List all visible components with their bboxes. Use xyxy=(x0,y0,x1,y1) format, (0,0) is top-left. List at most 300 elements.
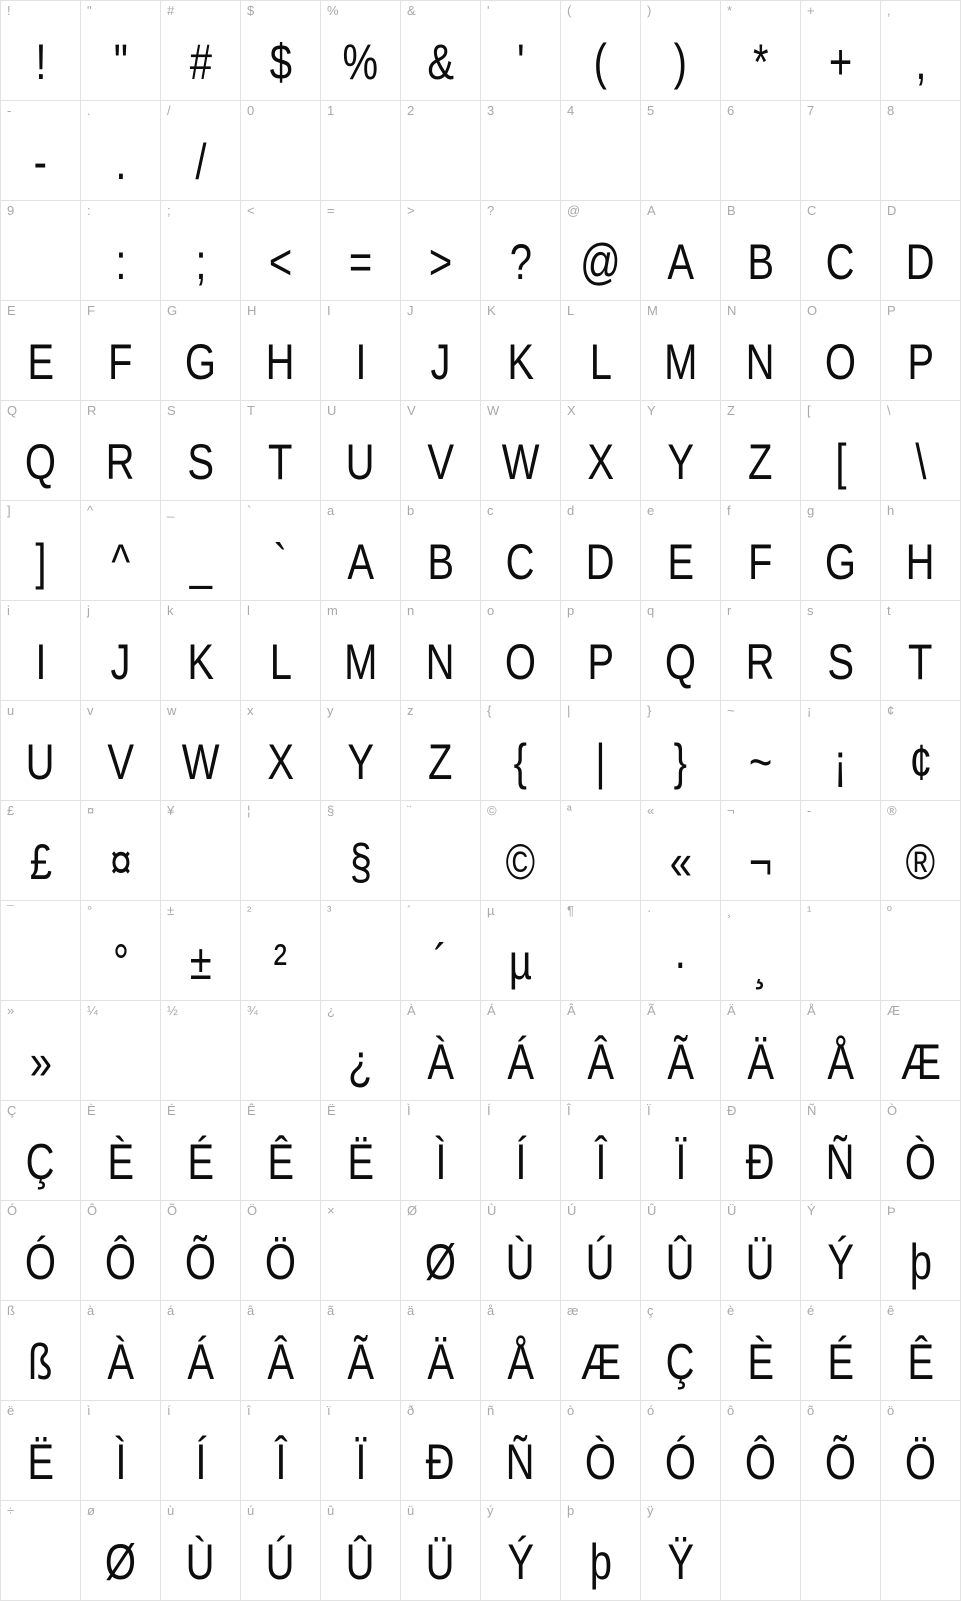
char-code-label: I xyxy=(327,303,331,318)
char-glyph: Q xyxy=(664,634,697,690)
char-cell xyxy=(801,1201,881,1301)
char-glyph: X xyxy=(587,434,614,490)
char-code-label: ¼ xyxy=(87,1003,98,1018)
char-code-label: u xyxy=(7,703,15,718)
char-code-label: Û xyxy=(647,1203,657,1218)
char-glyph: Q xyxy=(24,434,57,490)
char-glyph: Ö xyxy=(904,1434,937,1490)
char-cell xyxy=(881,1401,961,1501)
glyph-line xyxy=(641,201,720,291)
glyph-line xyxy=(481,501,560,591)
char-cell xyxy=(401,901,481,1001)
glyph-line xyxy=(241,101,320,184)
char-cell xyxy=(481,901,561,1001)
char-glyph: D xyxy=(586,534,615,590)
glyph-line xyxy=(1,1101,80,1191)
char-cell xyxy=(881,1501,961,1601)
char-cell xyxy=(481,1201,561,1301)
glyph-line xyxy=(881,1101,960,1191)
glyph-line xyxy=(81,1501,160,1591)
char-code-label: È xyxy=(87,1103,96,1118)
glyph-line xyxy=(881,301,960,391)
char-code-label: ¨ xyxy=(407,803,412,818)
char-glyph: \ xyxy=(914,434,927,490)
char-cell xyxy=(321,801,401,901)
glyph-line xyxy=(1,1201,80,1291)
glyph-line xyxy=(721,1101,800,1191)
glyph-line xyxy=(241,401,320,491)
glyph-line xyxy=(801,1301,880,1391)
glyph-line xyxy=(881,1301,960,1391)
char-glyph: Ë xyxy=(347,1134,374,1190)
glyph-line xyxy=(481,1101,560,1191)
glyph-line xyxy=(481,401,560,491)
char-glyph: Ó xyxy=(24,1234,57,1290)
char-code-label: s xyxy=(807,603,814,618)
char-glyph: T xyxy=(908,634,933,690)
glyph-line xyxy=(321,1101,400,1191)
glyph-line xyxy=(321,1501,400,1591)
char-cell xyxy=(881,801,961,901)
glyph-line xyxy=(721,1501,800,1584)
glyph-line xyxy=(721,1201,800,1291)
char-code-label: 0 xyxy=(247,103,255,118)
char-cell xyxy=(161,501,241,601)
glyph-line xyxy=(481,1001,560,1091)
glyph-line xyxy=(241,1,320,91)
glyph-line xyxy=(321,1001,400,1091)
char-cell xyxy=(1,301,81,401)
char-cell xyxy=(481,1301,561,1401)
glyph-line xyxy=(1,1401,80,1491)
char-glyph: þ xyxy=(909,1234,932,1290)
char-glyph: Ã xyxy=(347,1334,374,1390)
char-glyph: V xyxy=(107,734,134,790)
char-glyph: Ò xyxy=(584,1434,617,1490)
char-cell xyxy=(241,1201,321,1301)
glyph-line xyxy=(641,101,720,184)
char-glyph: C xyxy=(826,234,855,290)
char-glyph: È xyxy=(107,1134,134,1190)
char-glyph: Ÿ xyxy=(667,1534,694,1590)
char-cell xyxy=(81,501,161,601)
char-code-label: - xyxy=(807,803,812,818)
char-cell xyxy=(801,1301,881,1401)
char-glyph: S xyxy=(187,434,214,490)
glyph-line xyxy=(161,501,240,591)
glyph-line xyxy=(81,701,160,791)
char-cell xyxy=(801,1101,881,1201)
char-code-label: ç xyxy=(647,1303,654,1318)
glyph-line xyxy=(81,801,160,891)
glyph-line xyxy=(81,1301,160,1391)
glyph-line xyxy=(241,1301,320,1391)
glyph-line xyxy=(321,1,400,91)
char-code-label: P xyxy=(887,303,896,318)
char-glyph: © xyxy=(505,834,536,890)
char-code-label: k xyxy=(167,603,174,618)
char-glyph: E xyxy=(27,334,54,390)
char-glyph: £ xyxy=(29,834,52,890)
char-glyph: + xyxy=(828,34,853,90)
char-cell xyxy=(721,1,801,101)
char-glyph: ° xyxy=(112,934,129,990)
char-glyph: Û xyxy=(346,1534,375,1590)
glyph-line xyxy=(561,301,640,391)
glyph-line xyxy=(561,1501,640,1591)
char-glyph: Y xyxy=(667,434,694,490)
char-code-label: » xyxy=(7,1003,15,1018)
char-code-label: $ xyxy=(247,3,255,18)
char-cell xyxy=(241,201,321,301)
char-code-label: T xyxy=(247,403,255,418)
char-code-label: « xyxy=(647,803,655,818)
char-cell xyxy=(641,101,721,201)
glyph-line xyxy=(881,1401,960,1491)
char-code-label: Á xyxy=(487,1003,496,1018)
glyph-line xyxy=(401,1501,480,1591)
glyph-line xyxy=(881,801,960,891)
glyph-line xyxy=(401,301,480,391)
char-cell xyxy=(321,201,401,301)
char-cell xyxy=(721,1301,801,1401)
glyph-line xyxy=(161,1501,240,1591)
char-code-label: 5 xyxy=(647,103,655,118)
char-cell xyxy=(1,101,81,201)
char-glyph: < xyxy=(268,234,293,290)
char-glyph: » xyxy=(29,1034,52,1090)
char-code-label: p xyxy=(567,603,575,618)
char-glyph: · xyxy=(673,934,688,990)
char-code-label: c xyxy=(487,503,494,518)
char-code-label: . xyxy=(87,103,91,118)
char-code-label: ' xyxy=(487,3,490,18)
char-code-label: ª xyxy=(567,803,572,818)
char-glyph: ] xyxy=(34,534,47,590)
char-glyph: µ xyxy=(508,934,533,990)
char-cell xyxy=(81,1301,161,1401)
char-cell xyxy=(641,601,721,701)
char-cell xyxy=(721,801,801,901)
char-cell xyxy=(721,1201,801,1301)
glyph-line xyxy=(561,1101,640,1191)
glyph-line xyxy=(641,1301,720,1391)
char-cell xyxy=(881,401,961,501)
char-cell xyxy=(161,1001,241,1101)
char-glyph: Ë xyxy=(27,1434,54,1490)
char-code-label: 9 xyxy=(7,203,15,218)
char-glyph: Ê xyxy=(907,1334,934,1390)
char-cell xyxy=(161,1101,241,1201)
char-code-label: G xyxy=(167,303,178,318)
char-glyph: R xyxy=(746,634,775,690)
glyph-line xyxy=(401,901,480,991)
char-glyph: ¤ xyxy=(109,834,132,890)
char-glyph: Z xyxy=(428,734,453,790)
char-glyph: Â xyxy=(587,1034,614,1090)
glyph-line xyxy=(241,701,320,791)
char-glyph: F xyxy=(748,534,773,590)
char-cell xyxy=(561,201,641,301)
char-cell xyxy=(1,801,81,901)
glyph-line xyxy=(161,1301,240,1391)
glyph-line xyxy=(801,1101,880,1191)
char-glyph: ² xyxy=(273,934,288,990)
char-glyph: ^ xyxy=(111,534,130,590)
glyph-line xyxy=(801,501,880,591)
glyph-line xyxy=(401,1001,480,1091)
char-glyph: Ò xyxy=(904,1134,937,1190)
char-code-label: Ë xyxy=(327,1103,336,1118)
char-cell xyxy=(881,901,961,1001)
char-cell xyxy=(561,1001,641,1101)
char-glyph: ¬ xyxy=(748,834,773,890)
char-cell xyxy=(241,601,321,701)
char-cell xyxy=(481,101,561,201)
char-cell xyxy=(1,601,81,701)
char-code-label: D xyxy=(887,203,897,218)
char-code-label: Î xyxy=(567,1103,571,1118)
char-cell xyxy=(81,1201,161,1301)
char-code-label: Í xyxy=(487,1103,491,1118)
char-glyph: Z xyxy=(748,434,773,490)
glyph-line xyxy=(801,1,880,91)
glyph-line xyxy=(321,201,400,291)
char-cell xyxy=(81,1501,161,1601)
glyph-line xyxy=(1,1501,80,1584)
char-glyph: M xyxy=(663,334,698,390)
glyph-line xyxy=(241,301,320,391)
char-glyph: Ø xyxy=(424,1234,457,1290)
char-cell xyxy=(801,701,881,801)
glyph-line xyxy=(1,201,80,284)
char-glyph: = xyxy=(348,234,373,290)
char-code-label: @ xyxy=(567,203,581,218)
char-glyph: ` xyxy=(273,534,288,590)
char-cell xyxy=(561,301,641,401)
char-cell xyxy=(161,1501,241,1601)
glyph-line xyxy=(721,901,800,991)
char-glyph: W xyxy=(501,434,540,490)
glyph-line xyxy=(1,1301,80,1391)
glyph-line xyxy=(81,1401,160,1491)
char-cell xyxy=(721,201,801,301)
char-code-label: À xyxy=(407,1003,416,1018)
char-glyph: * xyxy=(752,34,769,90)
char-cell xyxy=(881,201,961,301)
glyph-line xyxy=(161,901,240,991)
char-code-label: 7 xyxy=(807,103,815,118)
char-glyph: ! xyxy=(34,34,47,90)
glyph-line xyxy=(401,1201,480,1291)
char-cell xyxy=(401,401,481,501)
char-code-label: Ã xyxy=(647,1003,656,1018)
glyph-line xyxy=(481,1201,560,1291)
char-code-label: å xyxy=(487,1303,495,1318)
char-code-label: w xyxy=(167,703,177,718)
glyph-line xyxy=(241,201,320,291)
glyph-line xyxy=(561,701,640,791)
glyph-line xyxy=(561,1301,640,1391)
glyph-line xyxy=(561,101,640,184)
glyph-line xyxy=(721,101,800,184)
glyph-line xyxy=(801,1501,880,1584)
char-code-label: Þ xyxy=(887,1203,896,1218)
char-code-label: ò xyxy=(567,1403,575,1418)
char-glyph: « xyxy=(669,834,692,890)
char-cell xyxy=(801,301,881,401)
char-glyph: # xyxy=(189,34,212,90)
char-code-label: ô xyxy=(727,1403,735,1418)
char-code-label: ± xyxy=(167,903,175,918)
glyph-line xyxy=(401,1401,480,1491)
char-code-label: í xyxy=(167,1403,171,1418)
char-cell xyxy=(801,1501,881,1601)
glyph-line xyxy=(561,1401,640,1491)
char-code-label: _ xyxy=(167,503,175,518)
char-cell xyxy=(241,501,321,601)
char-cell xyxy=(881,601,961,701)
char-cell xyxy=(721,301,801,401)
char-code-label: : xyxy=(87,203,91,218)
char-code-label: X xyxy=(567,403,576,418)
glyph-line xyxy=(1,701,80,791)
char-code-label: Ø xyxy=(407,1203,418,1218)
char-cell xyxy=(161,1,241,101)
char-code-label: 3 xyxy=(487,103,495,118)
char-code-label: ° xyxy=(87,903,93,918)
char-cell xyxy=(561,501,641,601)
char-code-label: K xyxy=(487,303,496,318)
char-cell xyxy=(561,801,641,901)
char-glyph: > xyxy=(428,234,453,290)
char-code-label: S xyxy=(167,403,176,418)
char-code-label: n xyxy=(407,603,415,618)
char-glyph: Ä xyxy=(427,1334,454,1390)
glyph-line xyxy=(641,801,720,891)
char-glyph: Ú xyxy=(266,1534,295,1590)
char-cell xyxy=(801,1001,881,1101)
glyph-line xyxy=(321,1201,400,1284)
char-cell xyxy=(401,1,481,101)
glyph-line xyxy=(481,601,560,691)
char-glyph: : xyxy=(114,234,127,290)
glyph-line xyxy=(81,1101,160,1191)
glyph-line xyxy=(321,1301,400,1391)
char-cell xyxy=(641,1401,721,1501)
char-glyph: Y xyxy=(347,734,374,790)
char-code-label: g xyxy=(807,503,815,518)
char-code-label: | xyxy=(567,703,571,718)
char-code-label: ´ xyxy=(407,903,412,918)
char-cell xyxy=(401,1301,481,1401)
char-cell xyxy=(1,1001,81,1101)
char-glyph: Î xyxy=(594,1134,607,1190)
glyph-line xyxy=(81,601,160,691)
char-code-label: Â xyxy=(567,1003,576,1018)
char-code-label: £ xyxy=(7,803,15,818)
glyph-line xyxy=(161,801,240,884)
char-code-label: e xyxy=(647,503,655,518)
char-code-label: \ xyxy=(887,403,891,418)
char-cell xyxy=(481,1401,561,1501)
char-code-label: Z xyxy=(727,403,735,418)
char-code-label: ¢ xyxy=(887,703,895,718)
char-code-label: Y xyxy=(647,403,656,418)
char-code-label: r xyxy=(727,603,732,618)
char-cell xyxy=(801,901,881,1001)
char-glyph: Í xyxy=(514,1134,527,1190)
char-cell xyxy=(241,801,321,901)
char-cell xyxy=(161,1401,241,1501)
glyph-line xyxy=(801,201,880,291)
char-code-label: Ò xyxy=(887,1103,898,1118)
char-glyph: X xyxy=(267,734,294,790)
char-glyph: S xyxy=(827,634,854,690)
glyph-line xyxy=(161,101,240,191)
char-glyph: Ç xyxy=(26,1134,55,1190)
char-glyph: Õ xyxy=(824,1434,857,1490)
char-cell xyxy=(1,1401,81,1501)
char-glyph: { xyxy=(513,734,528,790)
char-cell xyxy=(481,301,561,401)
glyph-line xyxy=(161,1,240,91)
glyph-line xyxy=(1,801,80,891)
char-code-label: ] xyxy=(7,503,11,518)
char-glyph: ; xyxy=(194,234,207,290)
char-glyph: Å xyxy=(827,1034,854,1090)
char-glyph: ± xyxy=(189,934,212,990)
char-code-label: ö xyxy=(887,1403,895,1418)
char-cell xyxy=(481,801,561,901)
char-code-label: Ê xyxy=(247,1103,256,1118)
char-cell xyxy=(241,1,321,101)
char-code-label: á xyxy=(167,1303,175,1318)
char-glyph: É xyxy=(187,1134,214,1190)
char-code-label: É xyxy=(167,1103,176,1118)
char-cell xyxy=(641,301,721,401)
char-code-label: < xyxy=(247,203,255,218)
glyph-line xyxy=(401,701,480,791)
char-code-label: & xyxy=(407,3,416,18)
char-cell xyxy=(561,101,641,201)
glyph-line xyxy=(401,1,480,91)
glyph-line xyxy=(481,301,560,391)
glyph-line xyxy=(1,501,80,591)
char-glyph: ´ xyxy=(433,934,448,990)
char-glyph: W xyxy=(181,734,220,790)
char-cell xyxy=(241,1501,321,1601)
char-cell xyxy=(801,601,881,701)
char-glyph: Á xyxy=(507,1034,534,1090)
char-cell xyxy=(1,1101,81,1201)
char-cell xyxy=(81,201,161,301)
char-code-label: õ xyxy=(807,1403,815,1418)
char-glyph: ( xyxy=(593,34,608,90)
char-code-label: © xyxy=(487,803,497,818)
glyph-line xyxy=(81,501,160,591)
char-code-label: ~ xyxy=(727,703,735,718)
char-glyph: À xyxy=(427,1034,454,1090)
glyph-line xyxy=(561,1201,640,1291)
glyph-line xyxy=(881,901,960,984)
char-code-label: × xyxy=(327,1203,335,1218)
char-cell xyxy=(881,1201,961,1301)
char-code-label: ð xyxy=(407,1403,415,1418)
glyph-line xyxy=(721,301,800,391)
char-code-label: C xyxy=(807,203,817,218)
char-cell xyxy=(641,701,721,801)
